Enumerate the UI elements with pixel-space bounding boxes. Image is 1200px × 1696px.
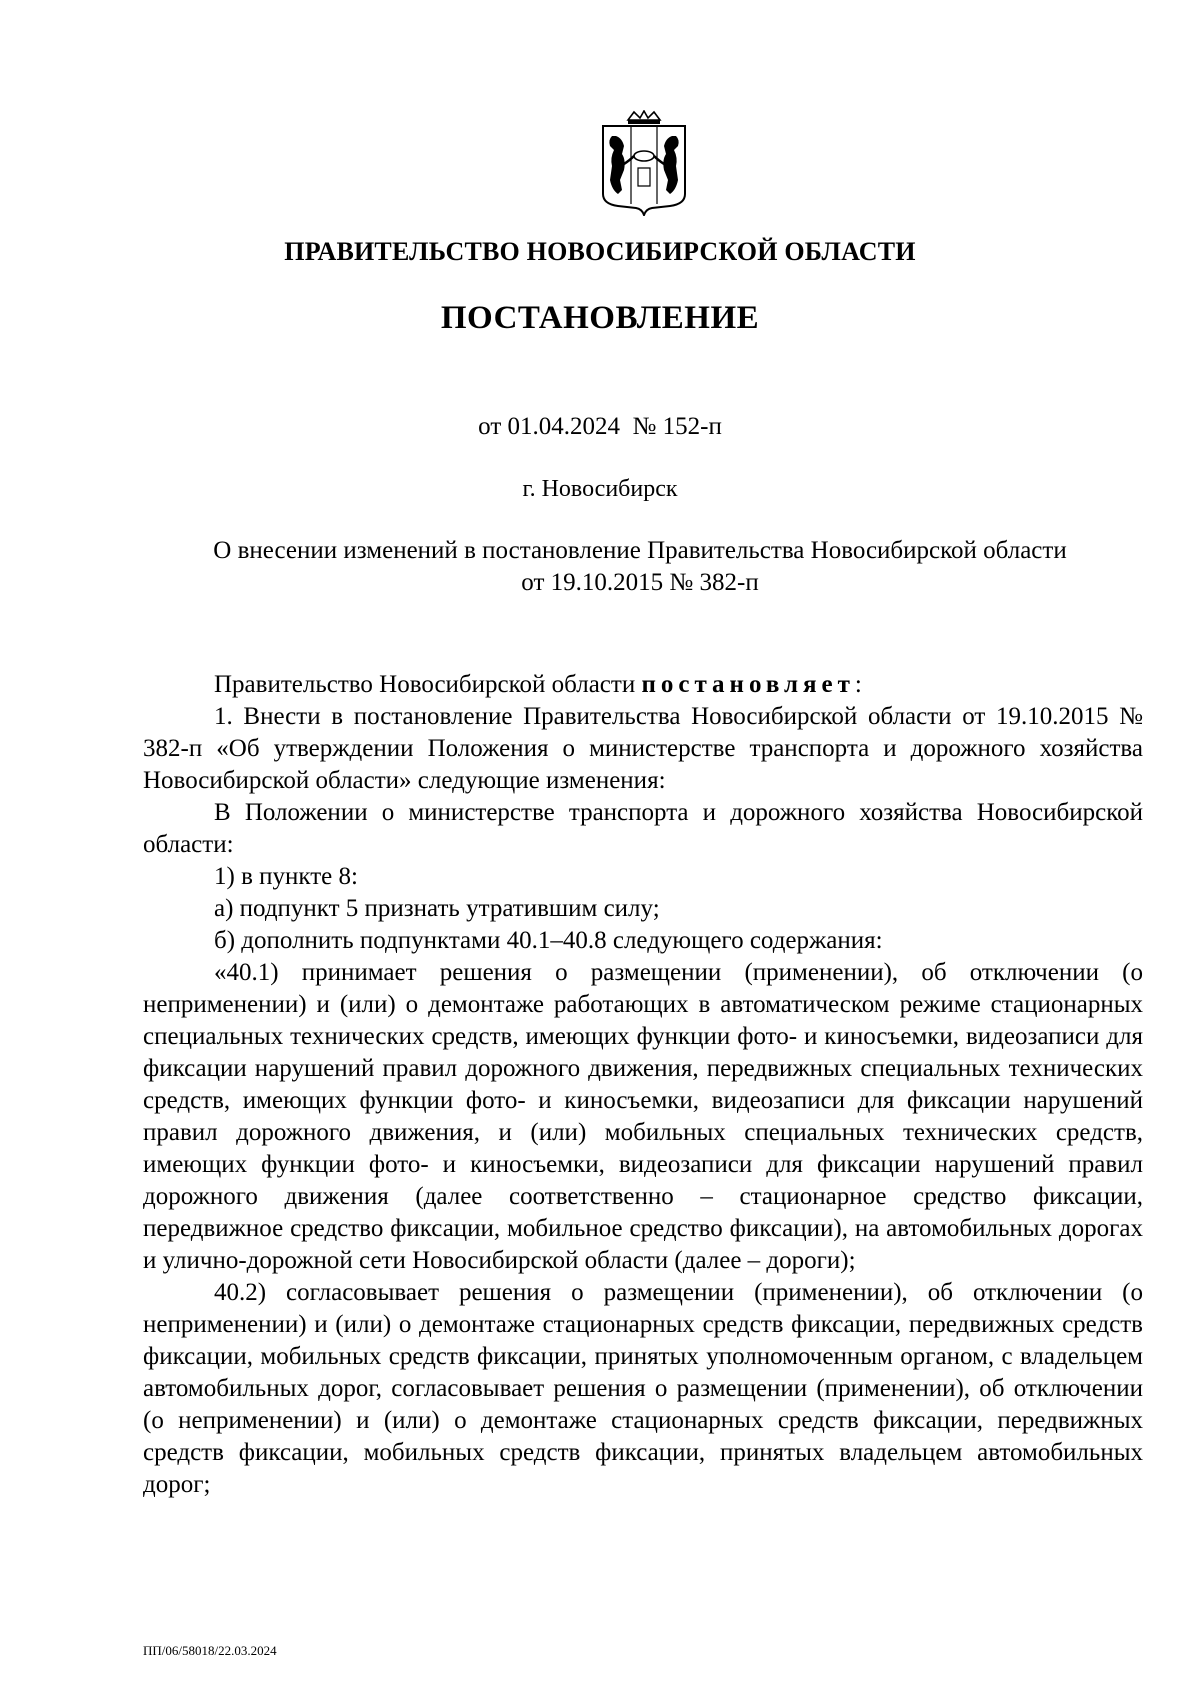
document-subject (140, 535, 1140, 599)
body-paragraph: В Положении о министерстве транспорта и дорожного хозяйства Новосибирской области: (143, 799, 1143, 858)
city-line: г. Новосибирск (522, 476, 678, 502)
body-paragraph: «40.1) принимает решения о размещении (применении), об отключении (о неприменении) и (или) о демонтаже работающих в автоматическом режиме стационарных специальных технических средств, имеющих функции фото- и киносъемки, видеозаписи для фиксации нарушений правил дорожного движения, передвижных специальных технических средств, имеющих функции фото- и киносъемки, видеозаписи для фиксации нарушений правил дорожного движения, и (или) мобильных специальных технических средств, имеющих функции фото- и киносъемки, видеозаписи для фиксации нарушений правил дорожного движения (далее соответственно – стационарное средство фиксации, передвижное средство фиксации, мобильное средство фиксации), на автомобильных дорогах и улично-дорожной сети Новосибирской области (далее – дороги); (143, 959, 1143, 1274)
footer-code: ПП/06/58018/22.03.2024 (143, 1643, 277, 1658)
government-title: ПРАВИТЕЛЬСТВО НОВОСИБИРСКОЙ ОБЛАСТИ (284, 237, 916, 266)
resolves-word: постановляет (641, 671, 855, 698)
subject-line: О внесении изменений в постановление Правительства Новосибирской области (213, 537, 1067, 564)
coat-of-arms-icon (600, 110, 688, 216)
document-type-heading: ПОСТАНОВЛЕНИЕ (440, 300, 760, 336)
document-body (143, 669, 1143, 1501)
body-paragraph: 1) в пункте 8: (214, 863, 358, 890)
preamble-paragraph (143, 669, 1143, 701)
body-paragraph: 1. Внести в постановление Правительства Новосибирской области от 19.10.2015 № 382-п «Об утверждении Положения о министерстве транспорта и дорожного хозяйства Новосибирской области» следующие изменения: (143, 703, 1143, 794)
body-paragraph: б) дополнить подпунктами 40.1–40.8 следующего содержания: (214, 927, 883, 954)
subject-line: от 19.10.2015 № 382-п (521, 569, 759, 596)
body-paragraph: 40.2) согласовывает решения о размещении (применении), об отключении (о неприменении) и (или) о демонтаже стационарных средств фиксации, передвижных средств фиксации, мобильных средств фиксации, принятых уполномоченным органом, с владельцем автомобильных дорог, согласовывает решения о размещении (применении), об отключении (о неприменении) и (или) о демонтаже стационарных средств фиксации, передвижных средств фиксации, мобильных средств фиксации, принятых владельцем автомобильных дорог; (143, 1279, 1143, 1498)
body-paragraph: а) подпункт 5 признать утратившим силу; (214, 895, 660, 922)
preamble-text: Правительство Новосибирской области (214, 671, 642, 698)
date-and-number: от 01.04.2024 № 152-п (478, 413, 722, 440)
preamble-colon: : (854, 671, 862, 698)
